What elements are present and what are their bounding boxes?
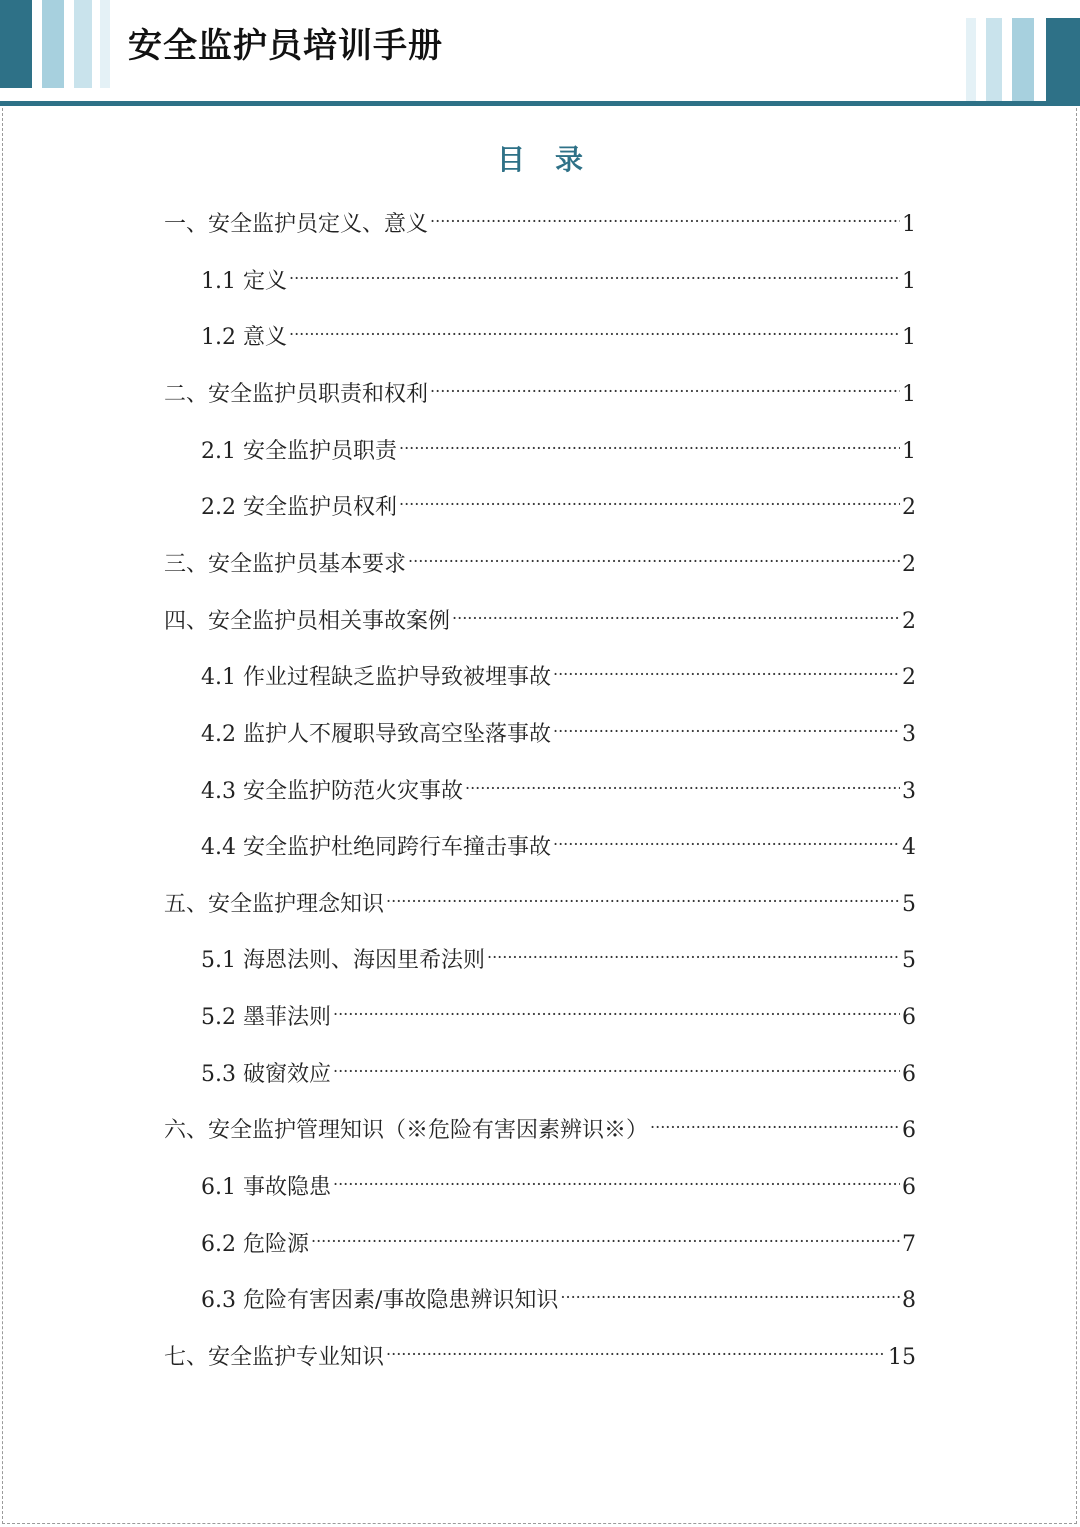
toc-entry[interactable]	[201, 1277, 916, 1313]
toc-entry-page: 3	[902, 779, 916, 804]
toc-entry-page: 1	[902, 212, 916, 237]
toc-entry[interactable]	[164, 541, 916, 577]
header-decor-bar	[100, 0, 110, 88]
toc-entry[interactable]	[164, 1107, 916, 1143]
toc-leader-dots	[465, 768, 900, 798]
toc-entry-title: 三、安全监护员基本要求	[164, 552, 407, 577]
toc-entry[interactable]	[201, 711, 916, 747]
toc-entry[interactable]	[201, 314, 916, 350]
toc-entry-page: 7	[902, 1232, 916, 1257]
toc-leader-dots	[399, 484, 900, 514]
toc-entry-title: 1.1 定义	[201, 269, 287, 294]
header-rule	[0, 101, 1080, 106]
toc-entry-title: 七、安全监护专业知识	[164, 1345, 385, 1370]
toc-entry-title: 1.2 意义	[201, 325, 287, 350]
toc-entry[interactable]	[201, 1221, 916, 1257]
toc-leader-dots	[430, 371, 900, 401]
toc-entry-page: 1	[902, 382, 916, 407]
toc-leader-dots	[408, 541, 900, 571]
header-decor-bar	[42, 0, 64, 88]
toc-leader-dots	[333, 1164, 900, 1194]
toc-leader-dots	[487, 937, 900, 967]
toc-entry-page: 8	[902, 1288, 916, 1313]
toc-heading: 目录	[496, 143, 613, 176]
toc-leader-dots	[289, 314, 900, 344]
document-title: 安全监护员培训手册	[128, 26, 443, 66]
toc-entry-title: 4.3 安全监护防范火灾事故	[201, 779, 463, 804]
toc-leader-dots	[650, 1107, 900, 1137]
toc-entry-page: 1	[902, 269, 916, 294]
toc-entry[interactable]	[201, 994, 916, 1030]
toc-entry-title: 6.2 危险源	[201, 1232, 309, 1257]
toc-entry-page: 4	[902, 835, 916, 860]
toc-entry-title: 一、安全监护员定义、意义	[164, 212, 429, 237]
toc-entry[interactable]	[164, 371, 916, 407]
toc-entry[interactable]	[201, 1164, 916, 1200]
toc-entry-page: 5	[902, 948, 916, 973]
toc-entry-page: 2	[902, 609, 916, 634]
toc-entry-title: 5.1 海恩法则、海因里希法则	[201, 948, 485, 973]
toc-entry-title: 6.1 事故隐患	[201, 1175, 331, 1200]
toc-entry-title: 2.2 安全监护员权利	[201, 495, 397, 520]
page-header	[0, 0, 1080, 108]
toc-leader-dots	[399, 428, 900, 458]
toc-entry-title: 2.1 安全监护员职责	[201, 439, 397, 464]
toc-entry-title: 4.1 作业过程缺乏监护导致被埋事故	[201, 665, 551, 690]
toc-leader-dots	[452, 598, 900, 628]
toc-leader-dots	[289, 258, 900, 288]
toc-entry[interactable]	[164, 201, 916, 237]
toc-leader-dots	[386, 881, 900, 911]
toc-entry-page: 6	[902, 1175, 916, 1200]
toc-entry[interactable]	[201, 428, 916, 464]
toc-leader-dots	[553, 824, 900, 854]
header-decor-bar	[74, 0, 92, 88]
toc-entry-page: 1	[902, 325, 916, 350]
toc-entry[interactable]	[201, 484, 916, 520]
toc-entry-title: 4.4 安全监护杜绝同跨行车撞击事故	[201, 835, 551, 860]
toc-leader-dots	[386, 1334, 886, 1364]
toc-leader-dots	[430, 201, 900, 231]
toc-leader-dots	[553, 654, 900, 684]
toc-entry[interactable]	[164, 1334, 916, 1370]
toc-entry[interactable]	[201, 654, 916, 690]
toc-entry-page: 6	[902, 1118, 916, 1143]
toc-entry-title: 五、安全监护理念知识	[164, 892, 385, 917]
header-decor-bar	[1012, 18, 1034, 102]
toc-leader-dots	[560, 1277, 900, 1307]
toc-leader-dots	[333, 1051, 900, 1081]
toc-entry[interactable]	[201, 768, 916, 804]
toc-entry-page: 2	[902, 552, 916, 577]
toc-entry[interactable]	[201, 824, 916, 860]
toc-entry[interactable]	[164, 881, 916, 917]
header-decor-bar	[966, 18, 976, 102]
toc-entry-page: 1	[902, 439, 916, 464]
toc-entry-page: 2	[902, 665, 916, 690]
toc-entry-page: 3	[902, 722, 916, 747]
toc-entry-title: 6.3 危险有害因素/事故隐患辨识知识	[201, 1288, 559, 1313]
toc-entry-title: 四、安全监护员相关事故案例	[164, 609, 451, 634]
toc-entry-title: 二、安全监护员职责和权利	[164, 382, 429, 407]
toc-entry[interactable]	[201, 258, 916, 294]
toc-entry-title: 5.3 破窗效应	[201, 1062, 331, 1087]
toc-leader-dots	[553, 711, 900, 741]
toc-entry-title: 4.2 监护人不履职导致高空坠落事故	[201, 722, 551, 747]
toc-entry-page: 6	[902, 1062, 916, 1087]
toc-entry[interactable]	[164, 598, 916, 634]
toc-entry-title: 六、安全监护管理知识（※危险有害因素辨识※）	[164, 1118, 649, 1143]
header-decor-bar	[1046, 18, 1080, 102]
toc-leader-dots	[333, 994, 900, 1024]
toc-entry-page: 5	[902, 892, 916, 917]
toc-leader-dots	[311, 1221, 900, 1251]
toc-entry[interactable]	[201, 1051, 916, 1087]
toc-entry-page: 2	[902, 495, 916, 520]
header-decor-bar	[0, 0, 32, 88]
toc-entry-page: 15	[888, 1345, 916, 1370]
toc-entry-title: 5.2 墨菲法则	[201, 1005, 331, 1030]
toc-entry-page: 6	[902, 1005, 916, 1030]
toc-entry[interactable]	[201, 937, 916, 973]
header-decor-bar	[986, 18, 1002, 102]
